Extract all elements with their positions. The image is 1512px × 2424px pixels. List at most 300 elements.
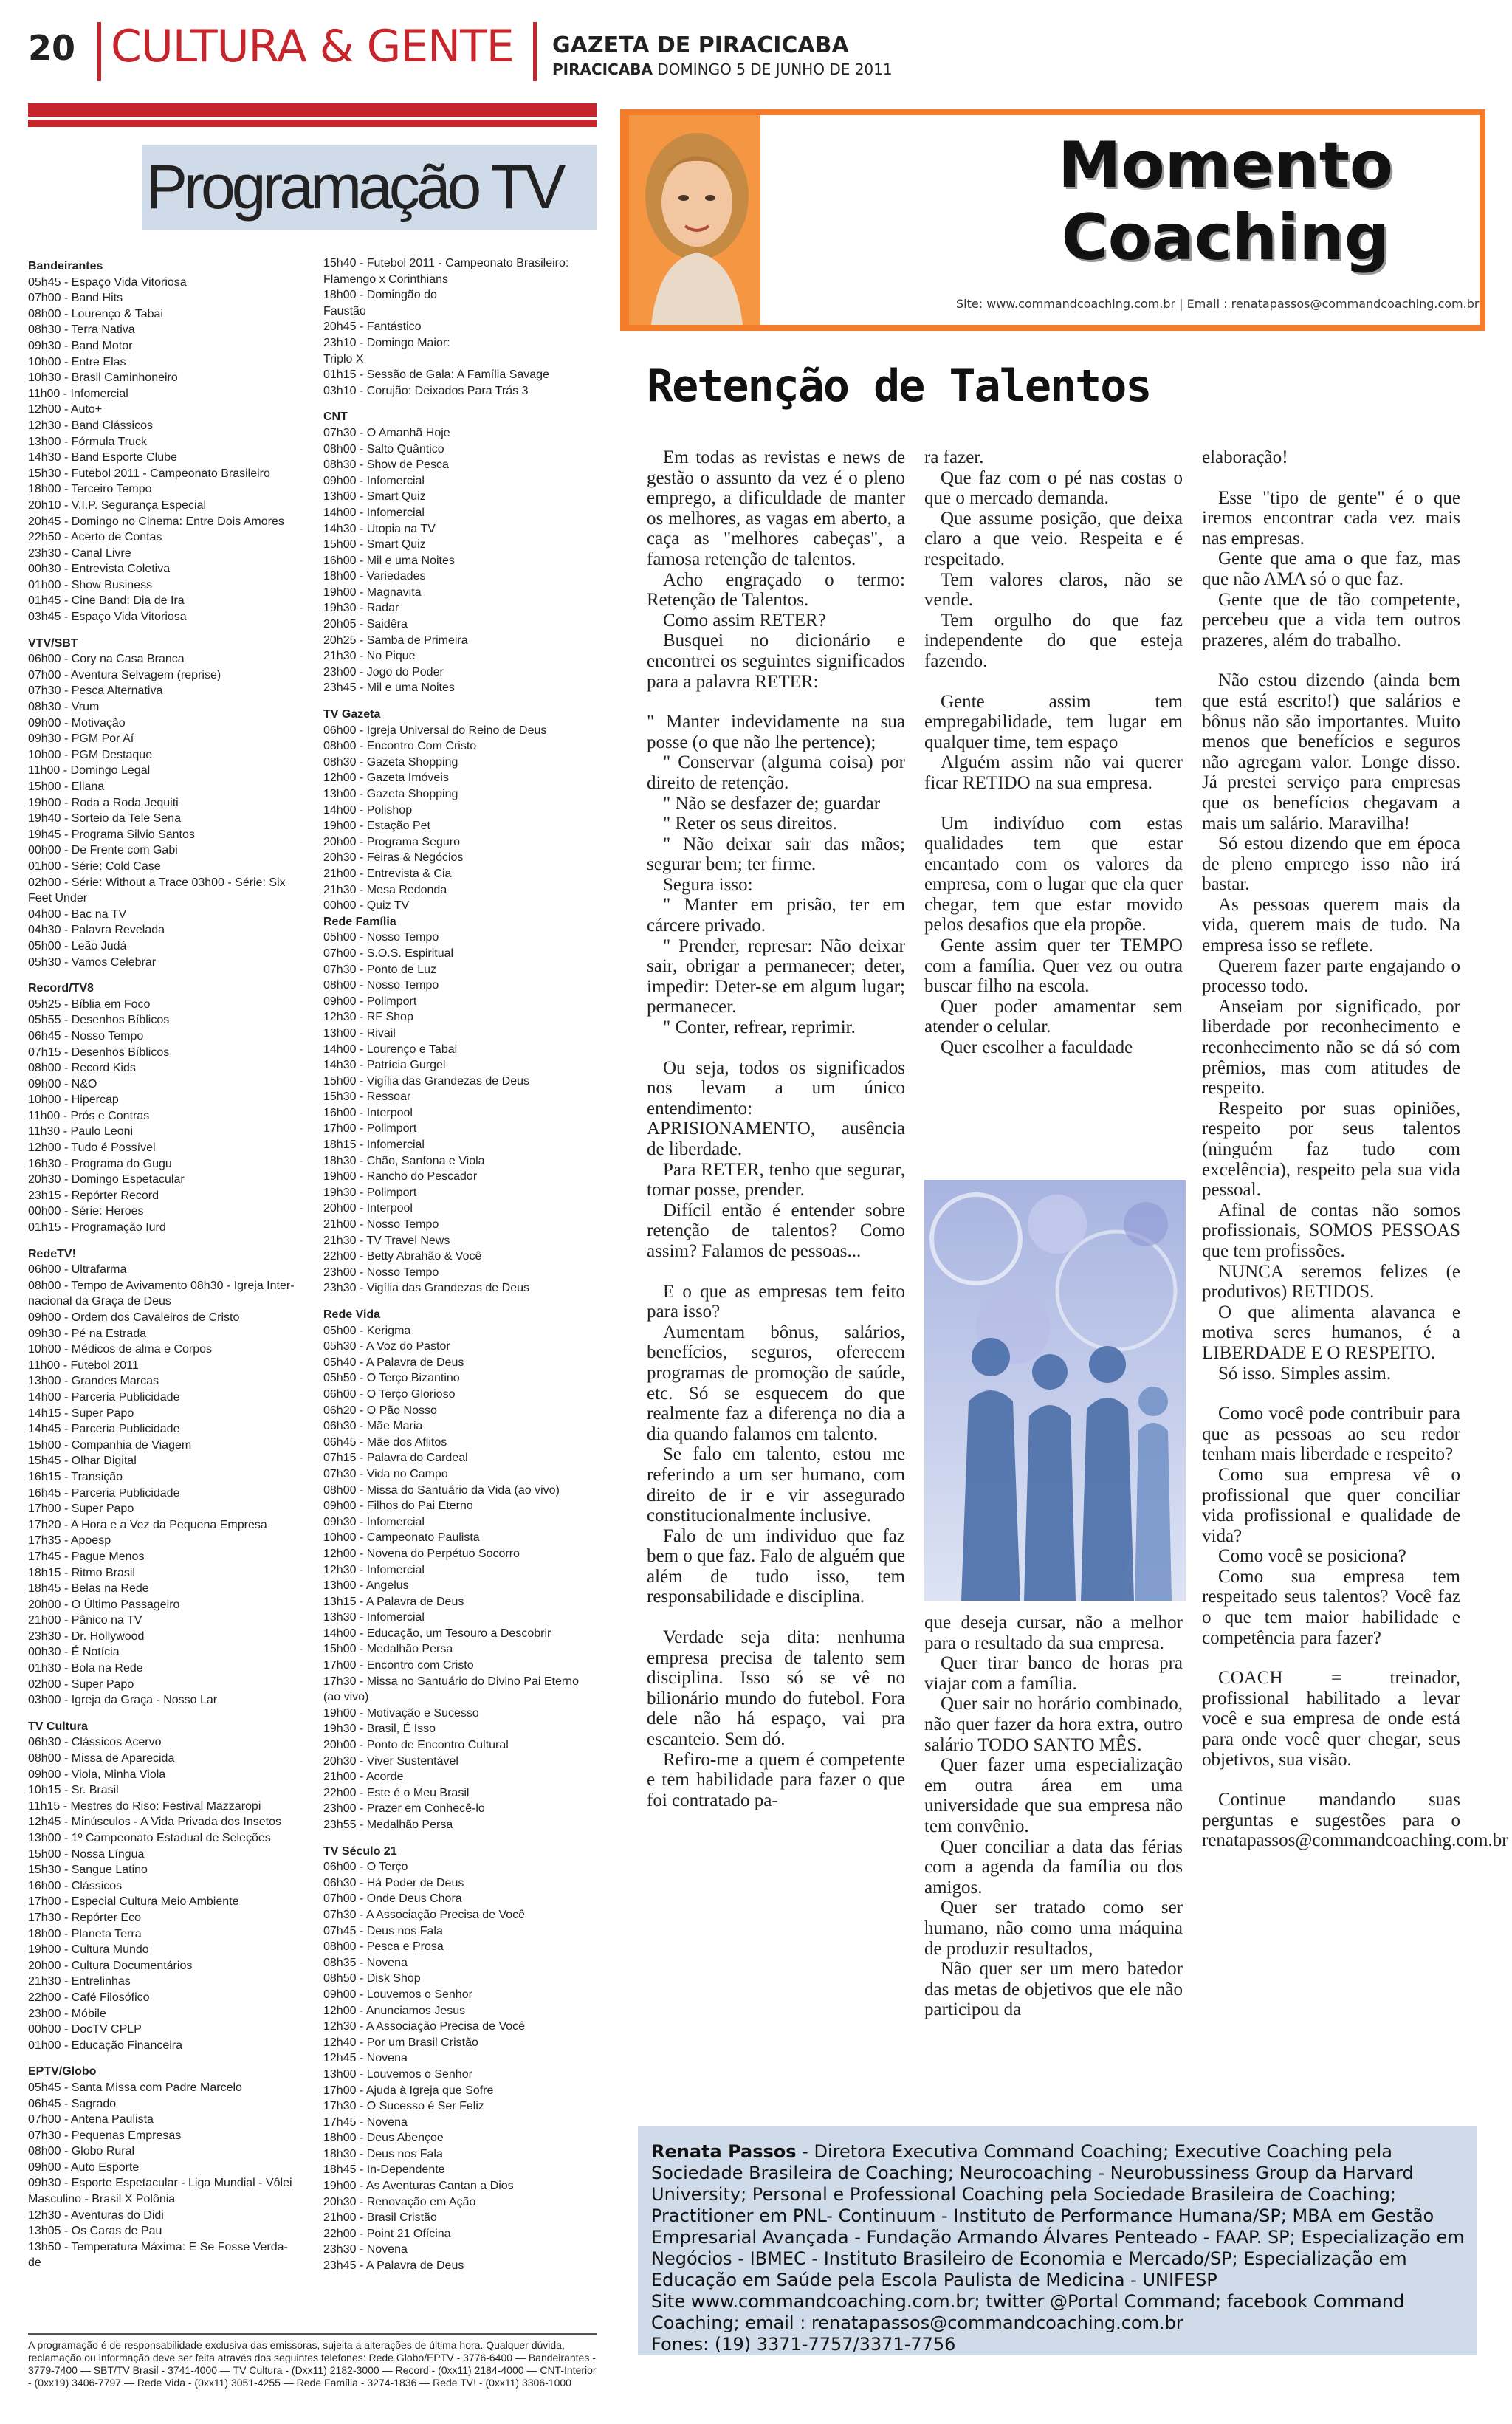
program-entry: 18h30 - Deus nos Fala — [323, 2147, 443, 2160]
program-entry: 12h40 - Por um Brasil Cristão — [323, 2036, 478, 2049]
article-paragraph: Quer tirar banco de horas pra viajar com a família. — [924, 1653, 1183, 1694]
program-entry: 16h30 - Programa do Gugu — [28, 1157, 172, 1170]
program-entry: 19h00 - Rancho do Pescador — [323, 1170, 478, 1184]
program-entry: 13h00 - Smart Quiz — [323, 490, 426, 504]
article-paragraph: As pessoas querem mais da vida, querem mais de tudo. Na empresa isso se reflete. — [1202, 894, 1460, 956]
program-entry: 05h00 - Kerigma — [323, 1324, 411, 1337]
article-paragraph: " Conservar (alguma coisa) por direito de retenção. — [647, 752, 905, 793]
program-entry: 23h10 - Domingo Maior: — [323, 336, 450, 349]
program-entry: 14h00 - Polishop — [323, 803, 413, 817]
article-paragraph: NUNCA seremos felizes (e produtivos) RETIDOS. — [1202, 1261, 1460, 1302]
program-entry: 05h50 - O Terço Bizantino — [323, 1372, 460, 1385]
issue-city: PIRACICABA — [552, 61, 653, 78]
program-entry: Triplo X — [323, 352, 364, 365]
program-entry: 19h00 - As Aventuras Cantan a Dios — [323, 2180, 514, 2193]
program-entry: 09h00 - Motivação — [28, 716, 126, 729]
program-entry: 08h30 - Terra Nativa — [28, 323, 135, 337]
article-paragraph: Como sua empresa tem respeitado seus talentos? Você faz o que tem maior habilidade e competência para fazer? — [1202, 1566, 1460, 1648]
article-paragraph: Em todas as revistas e news de gestão o assunto da vez é o pleno emprego, a dificuldade de manter os melhores, as vagas em aberto, a caça as "melhores cabeças", a famosa retenção de talentos. — [647, 447, 905, 569]
program-entry: 18h00 - Domingão do — [323, 289, 437, 302]
program-entry: 07h30 - Pequenas Empresas — [28, 2129, 182, 2142]
header-divider — [97, 22, 101, 81]
program-entry: 22h00 - Este é o Meu Brasil — [323, 1786, 470, 1799]
program-entry: 20h45 - Domingo no Cinema: Entre Dois Amores — [28, 515, 284, 528]
program-entry: 07h30 - Ponto de Luz — [323, 963, 437, 976]
program-entry: 17h00 - Encontro com Cristo — [323, 1659, 474, 1672]
program-entry: 20h00 - Ponto de Encontro Cultural — [323, 1739, 509, 1752]
article-paragraph: Só estou dizendo que em época de pleno emprego isso não irá bastar. — [1202, 834, 1460, 895]
program-entry: 10h00 - Hipercap — [28, 1093, 119, 1107]
article-paragraph: Quer fazer uma especialização em outra área em uma universidade que sua empresa não tem convênio. — [924, 1755, 1183, 1836]
program-entry: 09h00 - Louvemos o Senhor — [323, 1988, 472, 2001]
program-entry: 09h30 - Esporte Espetacular - Liga Mundial - Vôlei — [28, 2177, 292, 2190]
program-entry: 15h30 - Sangue Latino — [28, 1864, 148, 1877]
program-entry: 09h30 - Infomercial — [323, 1515, 425, 1528]
program-entry: 21h30 - Mesa Redonda — [323, 883, 447, 896]
bio-credentials: - Diretora Executiva Command Coaching; Executive Coaching pela Sociedade Brasileira de Coaching; Neurocoaching - Neurobussiness Group da Harvard University; Personal e Professional Coaching pela Sociedade Brasileira de Coaching; Practitioner em PNL- Continuum - Instituto de Performance Humana/SP; MBA em Gestão Empresarial Avançada - Fundação Armando Álvares Penteado - FAAP. SP; Especialização em Negócios - IBMEC - Instituto Brasileiro de Economia e Mercado/SP; Especialização em Educação em Saúde pela Escola Paulista de Medicina - UNIFESP — [651, 2141, 1465, 2290]
article-paragraph: Busquei no dicionário e encontrei os seguintes significados para a palavra RETER: — [647, 631, 905, 692]
article-paragraph: Para RETER, tenho que segurar, tomar posse, prender. — [647, 1159, 905, 1201]
article-paragraph: Tem valores claros, não se vende. — [924, 569, 1183, 611]
program-entry: 06h00 - Igreja Universal do Reino de Deus — [323, 724, 547, 737]
program-entry: 22h00 - Café Filosófico — [28, 1991, 150, 2004]
channel-name: CNT — [323, 411, 348, 424]
program-entry: 11h15 - Mestres do Riso: Festival Mazzaropi — [28, 1799, 261, 1813]
tv-top-bar — [28, 120, 597, 127]
program-entry: 23h55 - Medalhão Persa — [323, 1819, 453, 1831]
bio-site: Site www.commandcoaching.com.br; twitter @Portal Command; facebook Command Coaching; email : renatapassos@commandcoaching.com.br — [651, 2291, 1405, 2333]
program-entry: 07h45 - Deus nos Fala — [323, 1924, 443, 1937]
article-paragraph: " Prender, represar: Não deixar sair, obrigar a permanecer; deter, impedir: Deter-se em algum lugar; permanecer. — [647, 935, 905, 1017]
program-entry: 00h30 - Entrevista Coletiva — [28, 563, 171, 576]
program-entry: 18h00 - Planeta Terra — [28, 1927, 142, 1940]
program-entry: 16h00 - Clássicos — [28, 1879, 123, 1892]
program-entry: 13h50 - Temperatura Máxima: E Se Fosse Verda- — [28, 2240, 288, 2253]
program-entry: 19h00 - Magnavita — [323, 586, 422, 599]
article-paragraph: Que faz com o pé nas costas o que o mercado demanda. — [924, 467, 1183, 509]
program-entry: 18h30 - Chão, Sanfona e Viola — [323, 1154, 485, 1167]
program-entry: 01h15 - Programação Iurd — [28, 1221, 166, 1235]
program-entry: 08h00 - Missa do Santuário da Vida (ao vivo) — [323, 1483, 560, 1497]
program-entry: 06h00 - O Terço Glorioso — [323, 1387, 456, 1401]
channel-name: TV Gazeta — [323, 708, 381, 721]
article-column-3 — [1202, 447, 1508, 1851]
article-paragraph: Ou seja, todos os significados nos levam a um único entendimento: APRISIONAMENTO, ausência de liberdade. — [647, 1057, 905, 1159]
program-entry: 03h45 - Espaço Vida Vitoriosa — [28, 611, 187, 624]
channel-name: TV Século 21 — [323, 1844, 397, 1858]
program-entry: 18h15 - Ritmo Brasil — [28, 1566, 135, 1579]
program-entry: 18h00 - Variedades — [323, 570, 426, 583]
header-divider — [533, 22, 537, 81]
program-entry: 07h30 - Vida no Campo — [323, 1467, 448, 1480]
program-entry: 20h30 - Domingo Espetacular — [28, 1173, 185, 1187]
article-paragraph: Como você se posiciona? — [1218, 1546, 1406, 1567]
program-entry: 13h00 - Angelus — [323, 1579, 409, 1593]
program-entry: 20h05 - Saidêra — [323, 618, 408, 631]
article-paragraph: Respeito por suas opiniões, respeito por seus talentos (ninguém faz tudo com excelência), respeito pela sua vida pessoal. — [1202, 1098, 1460, 1201]
program-entry: 20h30 - Renovação em Ação — [323, 2195, 476, 2208]
page-number: 20 — [28, 28, 76, 68]
program-entry: 06h00 - O Terço — [323, 1861, 408, 1874]
program-entry: 19h00 - Estação Pet — [323, 820, 430, 833]
article-paragraph: Alguém assim não vai querer ficar RETIDO na sua empresa. — [924, 752, 1183, 793]
program-entry: 10h00 - Médicos de alma e Corpos — [28, 1343, 213, 1356]
program-entry: 08h00 - Missa de Aparecida — [28, 1752, 175, 1765]
program-entry: 23h30 - Dr. Hollywood — [28, 1630, 145, 1643]
program-entry: 17h35 - Apoesp — [28, 1534, 111, 1548]
program-entry: 13h30 - Infomercial — [323, 1611, 425, 1624]
program-entry: 08h00 - Encontro Com Cristo — [323, 740, 477, 753]
program-entry: 08h00 - Record Kids — [28, 1062, 136, 1075]
program-entry: 23h45 - Mil e uma Noites — [323, 681, 455, 695]
program-entry: 13h00 - 1º Campeonato Estadual de Seleções — [28, 1832, 271, 1844]
program-entry: 17h30 - Repórter Eco — [28, 1911, 141, 1924]
program-entry: 00h00 - DocTV CPLP — [28, 2023, 142, 2036]
article-paragraph: Anseiam por significado, por liberdade por reconhecimento e reconhecimento não se dá só com prêmios, mas com atitudes de respeito. — [1202, 996, 1460, 1099]
column-title: Momento Coaching — [1057, 128, 1394, 275]
channel-name: VTV/SBT — [28, 636, 78, 650]
program-entry: 12h30 - RF Shop — [323, 1011, 413, 1024]
program-entry: 20h00 - Interpool — [323, 1202, 413, 1215]
program-entry: 23h00 - Móbile — [28, 2007, 106, 2020]
program-entry: 22h50 - Acerto de Contas — [28, 531, 162, 544]
program-entry: 12h30 - Band Clássicos — [28, 419, 153, 432]
program-entry: 16h45 - Parceria Publicidade — [28, 1486, 180, 1500]
article-paragraph: elaboração! — [1202, 447, 1288, 467]
program-entry: 01h15 - Sessão de Gala: A Família Savage — [323, 368, 549, 382]
program-entry: 17h45 - Novena — [323, 2115, 408, 2129]
program-entry: 20h45 - Fantástico — [323, 320, 422, 334]
program-entry: 23h00 - Prazer em Conhecê-lo — [323, 1802, 485, 1816]
program-entry: 05h45 - Santa Missa com Padre Marcelo — [28, 2081, 242, 2094]
program-entry: 14h00 - Infomercial — [323, 506, 425, 519]
article-paragraph: Gente assim tem empregabilidade, tem lugar em qualquer time, tem espaço — [924, 691, 1183, 752]
channel-name: EPTV/Globo — [28, 2065, 97, 2078]
program-entry: 06h20 - O Pão Nosso — [323, 1404, 437, 1417]
program-entry: 20h00 - Programa Seguro — [323, 835, 460, 848]
program-entry: 18h00 - Deus Abençoe — [323, 2132, 444, 2145]
program-entry: 07h15 - Desenhos Bíblicos — [28, 1046, 170, 1059]
program-entry: 13h00 - Gazeta Shopping — [323, 788, 458, 800]
author-name-tag: Renata Passos — [781, 247, 882, 305]
bio-name: Renata Passos — [651, 2141, 797, 2162]
program-entry: 10h00 - Entre Elas — [28, 355, 126, 368]
program-entry: 08h00 - Pesca e Prosa — [323, 1940, 444, 1954]
program-entry: 07h30 - O Amanhã Hoje — [323, 426, 450, 439]
article-paragraph: que deseja cursar, não a melhor para o resultado da sua empresa. — [924, 1613, 1183, 1653]
article-paragraph: " Manter indevidamente na sua posse (o que não lhe pertence); — [647, 712, 905, 752]
program-entry: 15h30 - Futebol 2011 - Campeonato Brasileiro — [28, 467, 270, 480]
program-entry: 08h00 - Salto Quântico — [323, 442, 444, 456]
program-entry: 01h30 - Bola na Rede — [28, 1662, 143, 1675]
article-paragraph: " Manter em prisão, ter em cárcere privado. — [647, 895, 905, 936]
contact-line: Site: www.commandcoaching.com.br | Email : renatapassos@commandcoaching.com.br — [956, 297, 1480, 311]
program-entry: 08h00 - Lourenço & Tabai — [28, 307, 163, 320]
author-photo — [629, 115, 760, 325]
article-paragraph: Quer ser tratado como ser humano, não como uma máquina de produzir resultados, — [924, 1898, 1183, 1959]
program-entry: 12h00 - Gazeta Imóveis — [323, 772, 449, 785]
program-entry: Flamengo x Corinthians — [323, 272, 448, 286]
program-entry: 09h00 - Ordem dos Cavaleiros de Cristo — [28, 1311, 240, 1324]
program-entry: 09h00 - Polimport — [323, 995, 417, 1008]
program-entry: 05h00 - Nosso Tempo — [323, 931, 439, 944]
program-entry: 07h00 - Band Hits — [28, 292, 123, 305]
program-entry: 12h30 - Aventuras do Didi — [28, 2208, 164, 2222]
program-entry: 13h00 - Louvemos o Senhor — [323, 2067, 472, 2081]
program-entry: 09h00 - N&O — [28, 1077, 97, 1091]
program-entry: 15h00 - Smart Quiz — [323, 538, 426, 552]
article-paragraph: Gente que ama o que faz, mas que não AMA só o que faz. — [1202, 549, 1460, 589]
article-paragraph: Como assim RETER? — [663, 610, 826, 631]
program-entry: 01h00 - Educação Financeira — [28, 2039, 183, 2052]
program-entry: 20h10 - V.I.P. Segurança Especial — [28, 498, 207, 512]
program-entry: 04h30 - Palavra Revelada — [28, 924, 165, 937]
article-paragraph: " Não se desfazer de; guardar — [663, 793, 881, 814]
program-entry: Faustão — [323, 304, 366, 317]
program-entry: 05h40 - A Palavra de Deus — [323, 1356, 464, 1369]
channel-name: TV Cultura — [28, 1720, 88, 1733]
page-header — [0, 0, 1512, 96]
program-entry: 09h30 - Pé na Estrada — [28, 1327, 147, 1340]
program-entry: 06h45 - Nosso Tempo — [28, 1029, 144, 1043]
article-paragraph: Um indivíduo com estas qualidades tem que estar encantado com os valores da empresa, com o lugar que ela quer chegar, tem que estar movido pelos desafios que ela propõe. — [924, 813, 1183, 935]
tv-footer-note: A programação é de responsabilidade exclusiva das emissoras, sujeita a alterações de última hora. Qualquer dúvida, reclamação ou informação deve ser feita através dos seguintes telefones: Rede Globo/EPTV - 3776-6400 — Bandeirantes - 3779-7400 — SBT/TV Brasil - 3741-4000 — TV Cultura - (Dxx11) 2182-3000 — Record - (0xx11) 2184-4000 — CNT-Interior - (0xx19) 3406-7797 — Rede Vida - (0xx11) 3051-4255 — Rede Família - 3274-1836 — Rede TV! - (0xx11) 3306-1000 — [28, 2333, 597, 2389]
article-paragraph: Que assume posição, que deixa claro a que veio. Respeita e é respeitado. — [924, 508, 1183, 569]
program-entry: 23h15 - Repórter Record — [28, 1189, 159, 1202]
tv-column-2 — [323, 255, 604, 2274]
article-paragraph: Quer sair no horário combinado, não quer fazer da hora extra, outro salário TODO SANTO MÊS. — [924, 1694, 1183, 1755]
program-entry: 09h00 - Auto Esporte — [28, 2160, 140, 2174]
program-entry: 17h00 - Polimport — [323, 1122, 417, 1136]
program-entry: 13h00 - Fórmula Truck — [28, 435, 147, 448]
program-entry: 01h00 - Show Business — [28, 578, 153, 591]
program-entry: 13h05 - Os Caras de Pau — [28, 2225, 162, 2238]
program-entry: 10h15 - Sr. Brasil — [28, 1784, 119, 1797]
program-entry: 21h30 - Entrelinhas — [28, 1975, 131, 1988]
program-entry: 09h00 - Viola, Minha Viola — [28, 1768, 166, 1781]
program-entry: 23h45 - A Palavra de Deus — [323, 2259, 464, 2273]
program-entry: 08h35 - Novena — [323, 1956, 408, 1969]
bio-phone: Fones: (19) 3371-7757/3371-7756 — [651, 2334, 956, 2355]
program-entry: 21h00 - Brasil Cristão — [323, 2211, 437, 2225]
program-entry: 21h30 - TV Travel News — [323, 1234, 450, 1247]
program-entry: 08h30 - Vrum — [28, 701, 100, 714]
program-entry: 21h00 - Acorde — [323, 1771, 404, 1784]
article-paragraph: Se falo em talento, estou me referindo a um ser humano, com direito de ir e vir assegurado constitucionalmente inclusive. — [647, 1444, 905, 1526]
article-paragraph: Verdade seja dita: nenhuma empresa precisa de talento sem disciplina. Isso só se vê no bilionário mundo do futebol. Fora dele não há espaço, vai pra escanteio. Sem dó. — [647, 1627, 905, 1750]
program-entry: 09h30 - Band Motor — [28, 339, 133, 352]
program-entry: 01h00 - Série: Cold Case — [28, 859, 161, 873]
program-entry: 08h00 - Nosso Tempo — [323, 979, 439, 992]
article-paragraph: " Conter, refrear, reprimir. — [663, 1017, 856, 1038]
channel-name: Bandeirantes — [28, 260, 103, 272]
program-entry: 06h30 - Há Poder de Deus — [323, 1876, 464, 1889]
program-entry: 08h00 - Tempo de Avivamento 08h30 - Igreja Inter- — [28, 1279, 295, 1292]
article-paragraph: Afinal de contas não somos profissionais, SOMOS PESSOAS que tem profissões. — [1202, 1200, 1460, 1261]
program-entry: 00h00 - Quiz TV — [323, 899, 410, 913]
program-entry: 19h30 - Brasil, É Isso — [323, 1723, 436, 1736]
article-paragraph: Esse "tipo de gente" é o que iremos encontrar cada vez mais nas empresas. — [1202, 487, 1460, 549]
program-entry: 12h30 - Infomercial — [323, 1563, 425, 1576]
article-paragraph: Refiro-me a quem é competente e tem habilidade para fazer o que foi contratado pa- — [647, 1749, 905, 1810]
program-entry: 19h00 - Cultura Mundo — [28, 1943, 149, 1957]
program-entry: 22h00 - Betty Abrahão & Você — [323, 1250, 482, 1263]
program-entry: (ao vivo) — [323, 1691, 369, 1704]
article-paragraph: Acho engraçado o termo: Retenção de Talentos. — [647, 569, 905, 611]
program-entry: 04h00 - Bac na TV — [28, 907, 127, 921]
program-entry: 18h00 - Terceiro Tempo — [28, 483, 152, 496]
channel-name: Rede Família — [323, 915, 396, 928]
program-entry: 22h00 - Point 21 Ofícina — [323, 2227, 451, 2240]
program-entry: 15h00 - Medalhão Persa — [323, 1643, 453, 1656]
article-paragraph: " Reter os seus direitos. — [663, 814, 837, 834]
article-paragraph: Só isso. Simples assim. — [1218, 1363, 1392, 1384]
program-entry: 18h45 - Belas na Rede — [28, 1582, 149, 1596]
program-entry: 13h15 - A Palavra de Deus — [323, 1595, 464, 1608]
program-entry: 15h00 - Vigília das Grandezas de Deus — [323, 1074, 529, 1088]
article-column-2-top — [924, 447, 1183, 1058]
article-paragraph: Difícil então é entender sobre retenção de talentos? Como assim? Falamos de pessoas... — [647, 1200, 905, 1261]
program-entry: 23h00 - Jogo do Poder — [323, 665, 444, 679]
program-entry: 17h30 - O Sucesso é Ser Feliz — [323, 2100, 484, 2113]
program-entry: 08h00 - Globo Rural — [28, 2145, 135, 2158]
program-entry: 18h15 - Infomercial — [323, 1139, 425, 1152]
program-entry: 13h00 - Rivail — [323, 1026, 396, 1040]
program-entry: 15h40 - Futebol 2011 - Campeonato Brasileiro: — [323, 257, 569, 269]
article-paragraph: Falo de um individuo que faz bem o que faz. Falo de alguém que além de tudo isso, tem responsabilidade e disciplina. — [647, 1525, 905, 1607]
program-entry: 10h30 - Brasil Caminhoneiro — [28, 371, 178, 385]
program-entry: 20h30 - Feiras & Negócios — [323, 851, 464, 865]
program-entry: 05h45 - Espaço Vida Vitoriosa — [28, 275, 187, 289]
program-entry: 07h00 - Onde Deus Chora — [323, 1892, 462, 1906]
program-entry: 07h30 - A Associação Precisa de Você — [323, 1908, 526, 1921]
program-entry: 21h00 - Entrevista & Cia — [323, 867, 452, 880]
article-paragraph: Segura isso: — [663, 874, 753, 895]
program-entry: 12h00 - Novena do Perpétuo Socorro — [323, 1547, 520, 1560]
program-entry: 07h00 - Aventura Selvagem (reprise) — [28, 668, 221, 681]
program-entry: 17h00 - Ajuda à Igreja que Sofre — [323, 2084, 494, 2097]
program-entry: 20h25 - Samba de Primeira — [323, 634, 468, 647]
program-entry: 08h50 - Disk Shop — [323, 1972, 421, 1985]
article-paragraph: Querem fazer parte engajando o processo todo. — [1202, 955, 1460, 997]
article-paragraph: Como você pode contribuir para que as pessoas ao seu redor tenham mais liberdade e respeito? — [1202, 1404, 1460, 1465]
section-title: CULTURA & GENTE — [111, 21, 514, 72]
program-entry: 03h10 - Corujão: Deixados Para Trás 3 — [323, 384, 529, 397]
program-entry: 19h45 - Programa Silvio Santos — [28, 828, 195, 841]
program-entry: 21h00 - Nosso Tempo — [323, 1218, 439, 1232]
program-entry: 20h30 - Viver Sustentável — [323, 1754, 458, 1768]
program-entry: 06h30 - Mãe Maria — [323, 1420, 423, 1433]
program-entry: 09h30 - PGM Por Aí — [28, 732, 134, 746]
program-entry: 11h30 - Paulo Leoni — [28, 1125, 134, 1139]
program-entry: Feet Under — [28, 892, 88, 905]
article-paragraph: Gente que de tão competente, percebeu que a vida tem outros prazeres, além do trabalho. — [1202, 589, 1460, 650]
program-entry: 12h00 - Anunciamos Jesus — [323, 2004, 466, 2017]
program-entry: 16h15 - Transição — [28, 1470, 123, 1483]
issue-date — [552, 61, 893, 78]
program-entry: 20h00 - O Último Passageiro — [28, 1598, 180, 1611]
program-entry: 15h00 - Nossa Língua — [28, 1847, 145, 1861]
program-entry: 05h30 - Vamos Celebrar — [28, 955, 157, 969]
article-paragraph: Quer conciliar a data das férias com a agenda da família ou dos amigos. — [924, 1836, 1183, 1898]
people-illustration — [924, 1180, 1186, 1601]
article-paragraph: Tem orgulho do que faz independente do que esteja fazendo. — [924, 610, 1183, 671]
newspaper-name: GAZETA DE PIRACICABA — [552, 32, 849, 58]
program-entry: 00h00 - Série: Heroes — [28, 1205, 144, 1218]
program-entry: 08h30 - Gazeta Shopping — [323, 755, 458, 769]
program-entry: 19h30 - Polimport — [323, 1186, 417, 1199]
program-entry: 17h30 - Missa no Santuário do Divino Pai Eterno — [323, 1675, 579, 1688]
program-entry: 19h30 - Radar — [323, 602, 399, 615]
article-paragraph: E o que as empresas tem feito para isso? — [647, 1281, 905, 1322]
program-entry: 14h30 - Utopia na TV — [323, 522, 436, 535]
issue-date-text: DOMINGO 5 DE JUNHO DE 2011 — [657, 61, 893, 78]
program-entry: 10h00 - Campeonato Paulista — [323, 1531, 480, 1545]
article-paragraph: Não estou dizendo (ainda bem que está escrito!) que salários e bônus não são importantes. Muito menos que benefícios e seguros não agregam valor. Longe disso. Já prestei serviço para empresas que os benefícios chegavam a mais um salário. Maravilha! — [1202, 670, 1460, 834]
article-column-1 — [647, 447, 905, 1810]
program-entry: nacional da Graça de Deus — [28, 1295, 171, 1308]
program-entry: 07h30 - Pesca Alternativa — [28, 684, 163, 698]
article-paragraph: Quer poder amamentar sem atender o celular. — [924, 996, 1183, 1037]
channel-name: Record/TV8 — [28, 982, 94, 995]
article-paragraph: Continue mandando suas perguntas e sugestões para o renatapassos@commandcoaching.com.br — [1202, 1790, 1508, 1851]
article-paragraph: Gente assim quer ter TEMPO com a família. Quer vez ou outra buscar filho na escola. — [924, 935, 1183, 997]
program-entry: 02h00 - Série: Without a Trace 03h00 - Série: Six — [28, 876, 286, 889]
program-entry: 11h00 - Futebol 2011 — [28, 1359, 139, 1372]
program-entry: 06h00 - Cory na Casa Branca — [28, 653, 185, 666]
tv-column-1 — [28, 258, 316, 2271]
program-entry: 06h30 - Clássicos Acervo — [28, 1736, 162, 1749]
program-entry: 12h00 - Tudo é Possível — [28, 1141, 156, 1155]
program-entry: 16h00 - Mil e uma Noites — [323, 554, 455, 567]
program-entry: 12h45 - Novena — [323, 2052, 408, 2065]
program-entry: 19h00 - Motivação e Sucesso — [323, 1706, 479, 1720]
tv-title: Programação TV — [146, 152, 563, 222]
program-entry: 14h45 - Parceria Publicidade — [28, 1423, 180, 1436]
program-entry: 09h00 - Infomercial — [323, 474, 425, 487]
program-entry: 05h25 - Bíblia em Foco — [28, 998, 151, 1011]
program-entry: 14h30 - Patrícia Gurgel — [323, 1059, 446, 1072]
program-entry: 21h30 - No Pique — [323, 650, 416, 663]
program-entry: 19h40 - Sorteio da Tele Sena — [28, 812, 181, 825]
program-entry: 20h00 - Cultura Documentários — [28, 1959, 193, 1972]
program-entry: 17h00 - Super Papo — [28, 1503, 134, 1516]
program-entry: 05h55 - Desenhos Bíblicos — [28, 1014, 170, 1027]
program-entry: 23h30 - Novena — [323, 2243, 408, 2256]
program-entry: 00h00 - De Frente com Gabi — [28, 844, 178, 857]
program-entry: 11h00 - Domingo Legal — [28, 764, 151, 777]
article-paragraph: Como sua empresa vê o profissional que quer conciliar vida profissional e qualidade de vida? — [1202, 1464, 1460, 1546]
program-entry: 15h00 - Companhia de Viagem — [28, 1438, 192, 1452]
program-entry: 23h00 - Nosso Tempo — [323, 1266, 439, 1279]
article-column-2-bottom — [924, 1613, 1183, 2020]
program-entry: 14h00 - Parceria Publicidade — [28, 1390, 180, 1404]
program-entry: 05h00 - Leão Judá — [28, 939, 127, 952]
program-entry: 15h45 - Olhar Digital — [28, 1455, 137, 1468]
author-bio — [651, 2141, 1471, 2355]
program-entry: 06h45 - Sagrado — [28, 2097, 117, 2110]
program-entry: 03h00 - Igreja da Graça - Nosso Lar — [28, 1694, 218, 1707]
program-entry: 10h00 - PGM Destaque — [28, 748, 153, 761]
program-entry: Masculino - Brasil X Polônia — [28, 2193, 176, 2206]
program-entry: 08h30 - Show de Pesca — [323, 459, 449, 472]
program-entry: 07h15 - Palavra do Cardeal — [323, 1452, 468, 1465]
program-entry: 16h00 - Interpool — [323, 1106, 413, 1119]
article-title: Retenção de Talentos — [647, 360, 1151, 412]
program-entry: 15h00 - Eliana — [28, 780, 105, 793]
tv-top-bar — [28, 103, 597, 117]
program-entry: 11h00 - Infomercial — [28, 387, 128, 400]
